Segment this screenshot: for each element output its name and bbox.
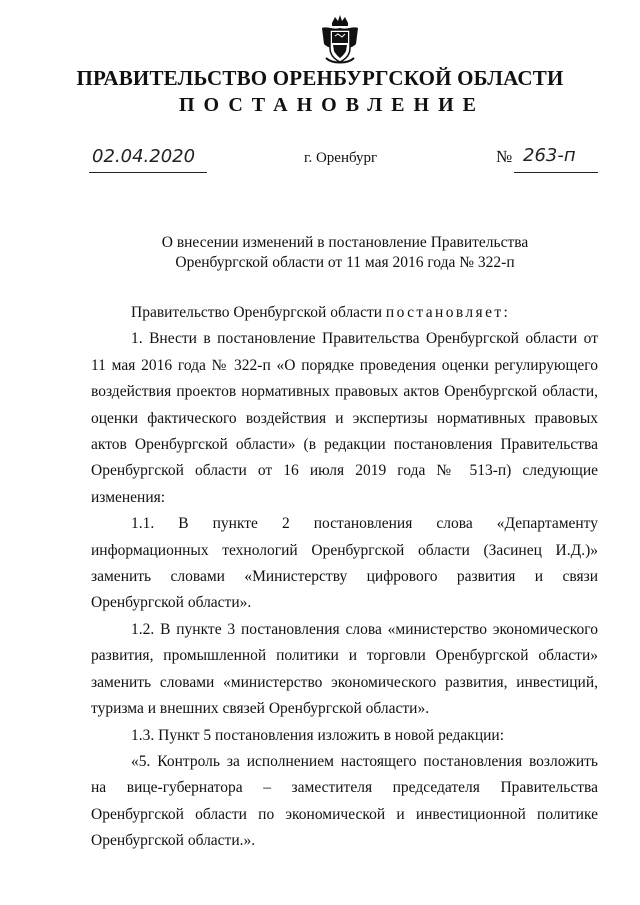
- document-type-title: ПОСТАНОВЛЕНИЕ: [179, 94, 485, 116]
- document-date: 02.04.2020: [92, 146, 196, 167]
- paragraph-1: 1. Внести в постановление Правительства Оренбургской области от 11 мая 2016 года № 322-п «О порядке проведения оценки регулирующего воздействия проектов нормативных правовых актов Оренбургской области, оценки фактического воздействия и экспертизы нормативных правовых актов Оренбургской области» (в редакции постановления Правительства Оренбургской области от 16 июля 2019 года № 513-п) следующие изменения:: [91, 330, 598, 506]
- intro-verb: постановляет:: [385, 304, 511, 321]
- paragraph-1-3: 1.3. Пункт 5 постановления изложить в новой редакции:: [131, 726, 505, 744]
- coat-of-arms-icon: [318, 14, 362, 66]
- paragraph-1-3-quote: «5. Контроль за исполнением настоящего постановления возложить на вице-губернатора – заместителя председателя Правительства Оренбургской области по экономической и инвестиционной политике Оренбургской области.».: [91, 752, 598, 850]
- intro-prefix: Правительство Оренбургской области: [131, 304, 383, 321]
- city-label: г. Оренбург: [304, 150, 378, 166]
- number-sign: №: [496, 147, 513, 166]
- organization-title: ПРАВИТЕЛЬСТВО ОРЕНБУРГСКОЙ ОБЛАСТИ: [76, 66, 564, 90]
- document-body: [91, 300, 598, 855]
- document-subject: [0, 233, 640, 273]
- paragraph-1-1: 1.1. В пункте 2 постановления слова «Департаменту информационных технологий Оренбургской области (Засинец И.Д.)» заменить словами «Министерству цифрового развития и связи Оренбургской области».: [91, 515, 598, 612]
- subject-line-1: О внесении изменений в постановление Правительства: [161, 234, 529, 251]
- document-number: 263-п: [523, 145, 576, 166]
- paragraph-1-2: 1.2. В пункте 3 постановления слова «министерство экономического развития, промышленной политики и торговли Оренбургской области» заменить словами «министерство экономического развития, инвестиций, туризма и внешних связей Оренбургской области».: [91, 620, 598, 718]
- intro-paragraph: [91, 300, 598, 326]
- subject-line-2: Оренбургской области от 11 мая 2016 года № 322-п: [175, 254, 515, 271]
